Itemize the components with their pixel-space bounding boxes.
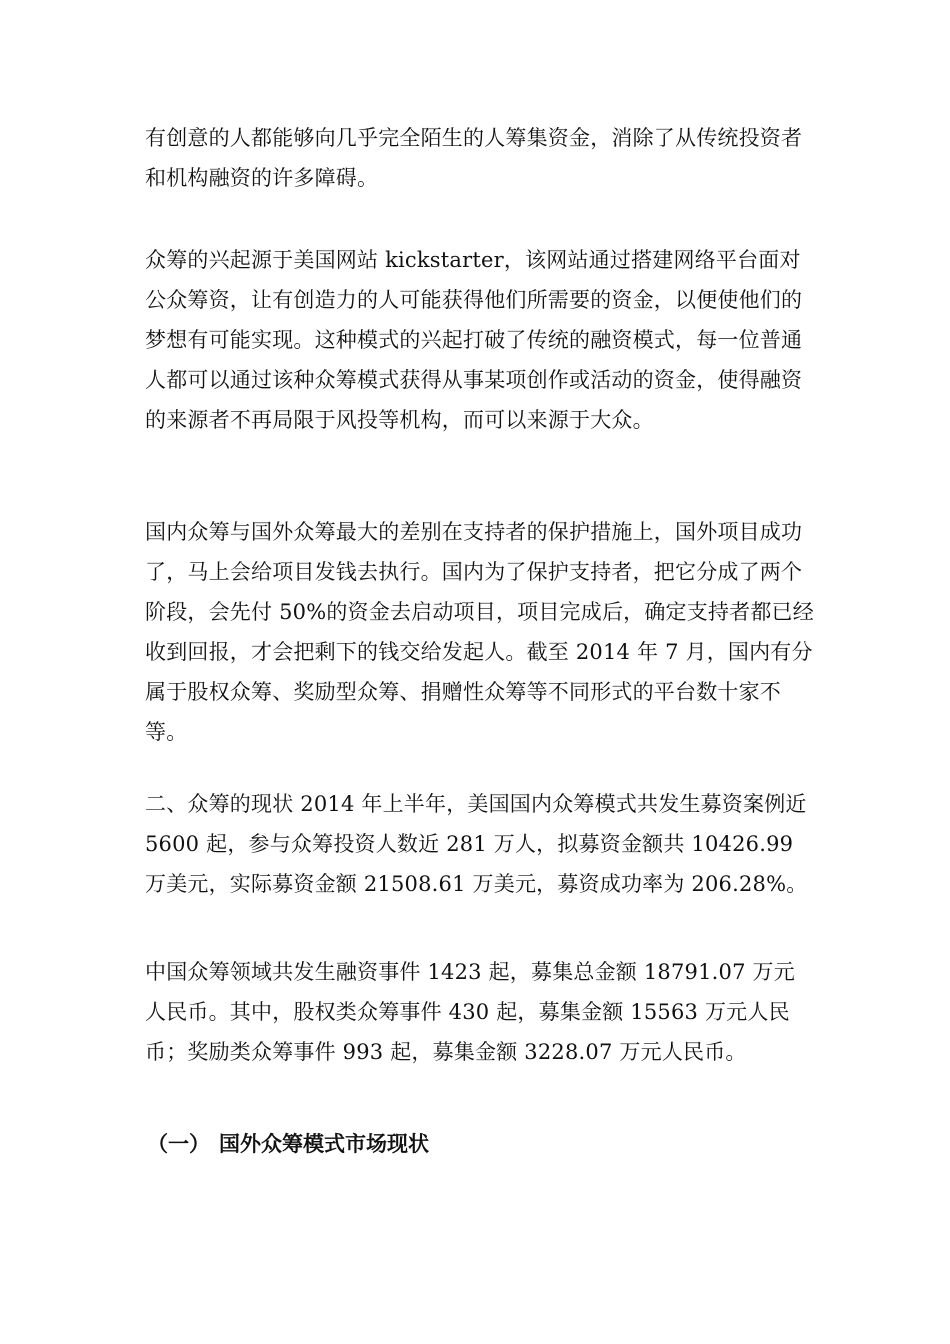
section-heading-title: 国外众筹模式市场现状	[219, 1131, 429, 1156]
paragraph-kickstarter-origin: 众筹的兴起源于美国网站 kickstarter，该网站通过搭建网络平台面对公众筹资，让有创造力的人可能获得他们所需要的资金，以便使他们的梦想有可能实现。这种模式的兴起打破了传统的融资模式，每一位普通人都可以通过该种众筹模式获得从事某项创作或活动的资金，使得融资的来源者不再局限于风投等机构，而可以来源于大众。	[145, 248, 803, 432]
section-heading-number: （一）	[147, 1131, 210, 1156]
paragraph-creative-fundraising: 有创意的人都能够向几乎完全陌生的人筹集资金，消除了从传统投资者和机构融资的许多障碍。	[145, 126, 803, 190]
section-heading	[147, 1124, 429, 1164]
paragraph-crowdfunding-status-china: 中国众筹领域共发生融资事件 1423 起，募集总金额 18791.07 万元人民币。其中，股权类众筹事件 430 起，募集金额 15563 万元人民币；奖励类众筹事件 993 起，募集金额 3228.07 万元人民币。	[145, 960, 795, 1064]
paragraph-domestic-vs-foreign: 国内众筹与国外众筹最大的差别在支持者的保护措施上，国外项目成功了，马上会给项目发钱去执行。国内为了保护支持者，把它分成了两个阶段，会先付 50%的资金去启动项目，项目完成后，确定支持者都已经收到回报，才会把剩下的钱交给发起人。截至 2014 年 7 月，国内有分属于股权众筹、奖励型众筹、捐赠性众筹等不同形式的平台数十家不等。	[145, 520, 814, 744]
paragraph-crowdfunding-status-us: 二、众筹的现状 2014 年上半年，美国国内众筹模式共发生募资案例近 5600 起，参与众筹投资人数近 281 万人，拟募资金额共 10426.99 万美元，实际募资金额 21508.61 万美元，募资成功率为 206.28%。	[145, 792, 808, 896]
